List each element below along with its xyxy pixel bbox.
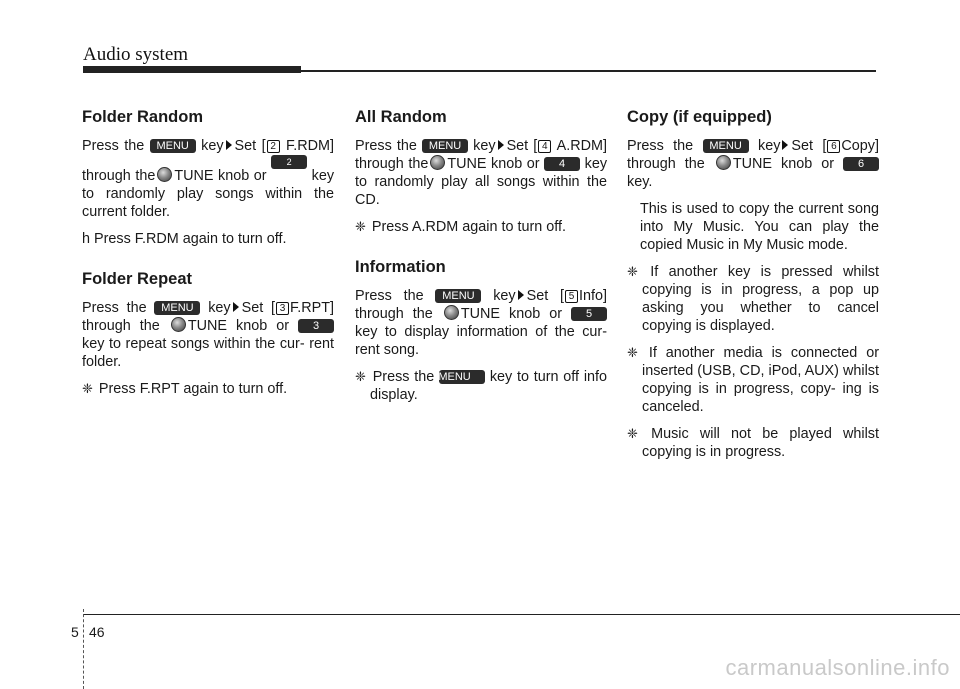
text: If another media is connected or inserted (USB, CD, iPod, AUX) whilst copying is in progress, copy- ing is canceled. — [642, 345, 879, 415]
text: TUNE knob or — [447, 156, 540, 172]
rdm-key-icon: 2 RDM — [271, 155, 307, 169]
text: Copy] through the — [627, 138, 879, 172]
key-3-icon: 3 — [298, 319, 334, 333]
text: TUNE knob or — [174, 168, 267, 184]
text: Music will not be played whilst copying is in progress. — [642, 426, 879, 460]
text: If another key is pressed whilst copying is in progress, a pop up asking you whether to cancel copying is displayed. — [642, 264, 879, 334]
text: Press the — [82, 138, 145, 154]
text: key — [758, 138, 781, 154]
text: Press F.RPT again to turn off. — [98, 381, 288, 397]
boxed-number-icon: 5 — [565, 290, 578, 303]
boxed-number-icon: 3 — [276, 302, 289, 315]
menu-key-icon: MENU — [439, 370, 485, 384]
text: key to display information of the cur- rent song. — [355, 324, 607, 358]
tune-knob-icon — [444, 305, 459, 320]
arrow-right-icon — [782, 140, 788, 150]
menu-key-icon: MENU — [154, 301, 200, 315]
text: key to randomly play all songs within the CD. — [355, 156, 608, 208]
text: Set [ — [506, 138, 538, 154]
tune-knob-icon — [716, 155, 731, 170]
menu-key-icon: MENU — [422, 139, 468, 153]
text: Press the — [627, 138, 694, 154]
text: key — [201, 138, 224, 154]
text: key to turn off info display. — [370, 369, 608, 403]
text: key — [208, 300, 231, 316]
paragraph-all-random — [355, 137, 607, 209]
note-symbol-icon: ❈ — [355, 369, 366, 384]
note-symbol-icon: ❈ — [627, 426, 638, 441]
arrow-right-icon — [226, 140, 232, 150]
footer-rule — [83, 614, 960, 615]
text: TUNE knob or — [732, 156, 835, 172]
column-2 — [355, 108, 607, 413]
paragraph-folder-random — [82, 137, 334, 221]
boxed-number-icon: 2 — [267, 140, 280, 153]
text: Set [ — [234, 138, 266, 154]
text: Press the — [355, 138, 417, 154]
text: key — [493, 288, 516, 304]
heading-folder-random: Folder Random — [82, 108, 204, 126]
note-symbol-icon: ❈ — [627, 345, 638, 360]
copy-description: This is used to copy the current song into My Music. You can play the copied Music in My Music mode. — [640, 201, 879, 253]
note-symbol-icon: ❈ — [355, 219, 366, 234]
header-rule-thick — [83, 66, 301, 73]
watermark: carmanualsonline.info — [725, 655, 950, 680]
text: Press the — [355, 288, 424, 304]
chapter-number: 5 — [71, 624, 79, 640]
text: TUNE knob or — [460, 306, 563, 322]
text: Set [ — [526, 288, 564, 304]
note-copy-1 — [627, 263, 879, 335]
section-title: Audio system — [83, 44, 189, 65]
column-3 — [627, 108, 879, 470]
text: Set [ — [791, 138, 827, 154]
header-rule-thin — [301, 70, 876, 72]
text: Info] through the — [355, 288, 607, 322]
text: F.RPT] through the — [82, 300, 335, 334]
note-symbol-icon: ❈ — [627, 264, 638, 279]
menu-key-icon: MENU — [150, 139, 196, 153]
text: key. — [627, 174, 653, 190]
arrow-right-icon — [233, 302, 239, 312]
note-copy-3 — [627, 425, 879, 461]
heading-copy: Copy (if equipped) — [627, 108, 772, 126]
boxed-number-icon: 4 — [538, 140, 551, 153]
menu-key-icon: MENU — [435, 289, 481, 303]
note-all-random — [355, 218, 607, 236]
tune-knob-icon — [171, 317, 186, 332]
tune-knob-icon — [430, 155, 445, 170]
paragraph-information — [355, 287, 607, 359]
text: F.RDM] through the — [82, 138, 335, 184]
text: Press the — [372, 369, 435, 385]
menu-key-icon: MENU — [703, 139, 749, 153]
arrow-right-icon — [498, 140, 504, 150]
column-1 — [82, 108, 334, 407]
key-5-icon: 5 — [571, 307, 607, 321]
note-folder-random: h Press F.RDM again to turn off. — [82, 231, 287, 247]
text: key — [473, 138, 496, 154]
boxed-number-icon: 6 — [827, 140, 840, 153]
tune-knob-icon — [157, 167, 172, 182]
key-6-icon: 6 — [843, 157, 879, 171]
text: Set [ — [241, 300, 276, 316]
heading-all-random: All Random — [355, 108, 447, 126]
note-folder-repeat — [82, 380, 334, 398]
text: Press the — [82, 300, 147, 316]
footer-divider — [83, 609, 85, 689]
text: key to repeat songs within the cur- rent folder. — [82, 336, 334, 370]
text: key to randomly play songs within the current folder. — [82, 168, 335, 220]
key-4-icon: 4 — [544, 157, 580, 171]
paragraph-copy — [627, 137, 879, 191]
note-copy-2 — [627, 344, 879, 416]
text: Press A.RDM again to turn off. — [371, 219, 567, 235]
note-symbol-icon: ❈ — [82, 381, 93, 396]
heading-information: Information — [355, 258, 446, 276]
arrow-right-icon — [518, 290, 524, 300]
note-information — [355, 368, 607, 404]
text: TUNE knob or — [187, 318, 290, 334]
text: A.RDM] through the — [355, 138, 607, 172]
paragraph-folder-repeat — [82, 299, 334, 371]
heading-folder-repeat: Folder Repeat — [82, 270, 193, 288]
page-number: 46 — [89, 624, 105, 640]
